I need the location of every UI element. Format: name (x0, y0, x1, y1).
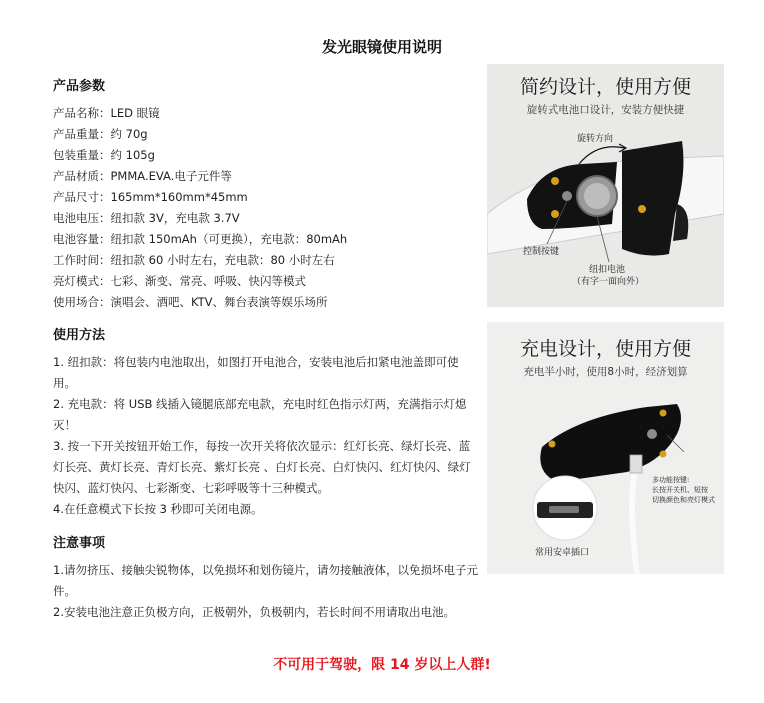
notes-item: 1.请勿挤压、接触尖锐物体，以免损坏和划伤镜片，请勿接触液体，以免损坏电子元件。 (53, 563, 478, 598)
param-row: 电池容量：纽扣款 150mAh（可更换），充电款：80mAh (53, 232, 348, 246)
panel-title: 简约设计，使用方便 (519, 76, 691, 98)
usage-list (53, 352, 478, 520)
battery-note-label: （有字一面向外） (572, 277, 645, 287)
panel-subtitle: 充电半小时，使用8小时，经济划算 (523, 366, 688, 378)
param-row: 产品名称：LED 眼镜 (53, 106, 160, 120)
param-row: 包装重量：约 105g (53, 148, 155, 162)
usage-heading: 使用方法 (53, 328, 106, 343)
notes-item: 2.安装电池注意正负极方向，正极朝外，负极朝内，若长时间不用请取出电池。 (53, 605, 455, 619)
param-row: 亮灯模式：七彩、渐变、常亮、呼吸、快闪等模式 (53, 274, 306, 288)
charging-temple-illustration (487, 322, 724, 574)
params-heading: 产品参数 (53, 79, 106, 94)
rotate-direction-label: 旋转方向 (577, 134, 614, 144)
usage-item: 1. 纽扣款：将包装内电池取出，如图打开电池合，安装电池后扣紧电池盖即可使用。 (53, 355, 459, 390)
param-row: 产品重量：约 70g (53, 127, 148, 141)
param-row: 使用场合：演唱会、酒吧、KTV、舞台表演等娱乐场所 (53, 295, 328, 309)
param-row: 产品材质：PMMA.EVA.电子元件等 (53, 169, 232, 183)
charging-design-figure (487, 322, 724, 574)
usage-item: 2. 充电款：将 USB 线插入镜腿底部充电款，充电时红色指示灯两，充满指示灯熄灭！ (53, 397, 467, 432)
param-row: 工作时间：纽扣款 60 小时左右，充电款：80 小时左右 (53, 253, 335, 267)
notes-list (53, 560, 478, 623)
page-title: 发光眼镜使用说明 (321, 38, 442, 56)
panel-title: 充电设计，使用方便 (519, 338, 691, 360)
android-port-label: 常用安卓插口 (535, 548, 590, 558)
param-row: 产品尺寸：165mm*160mm*45mm (53, 190, 248, 204)
multi-button-label: 多功能按键: (652, 476, 690, 484)
age-warning: 不可用于驾驶，限 14 岁以上人群! (273, 657, 491, 673)
notes-heading: 注意事项 (53, 536, 106, 551)
param-row: 电池电压：纽扣款 3V，充电款 3.7V (53, 211, 240, 225)
control-button-label: 控制按键 (523, 247, 560, 257)
panel-subtitle: 旋转式电池口设计，安装方便快捷 (526, 104, 685, 116)
multi-button-desc-1: 长按开关机、短按 (652, 486, 708, 494)
battery-label: 纽扣电池 (589, 265, 626, 275)
usage-item: 3. 按一下开关按钮开始工作，每按一次开关将依次显示：红灯长亮、绿灯长亮、蓝灯长亮、黄灯长亮、青灯长亮、紫灯长亮 、白灯长亮、白灯快闪、红灯快闪、绿灯快闪、蓝灯快闪、七彩渐变、七彩呼吸等十三种模式。 (53, 439, 471, 495)
usage-item: 4.在任意模式下长按 3 秒即可关闭电源。 (53, 502, 263, 516)
multi-button-desc-2: 切换颜色和亮灯模式 (652, 496, 715, 504)
battery-design-figure (487, 64, 724, 307)
params-list (53, 103, 473, 313)
